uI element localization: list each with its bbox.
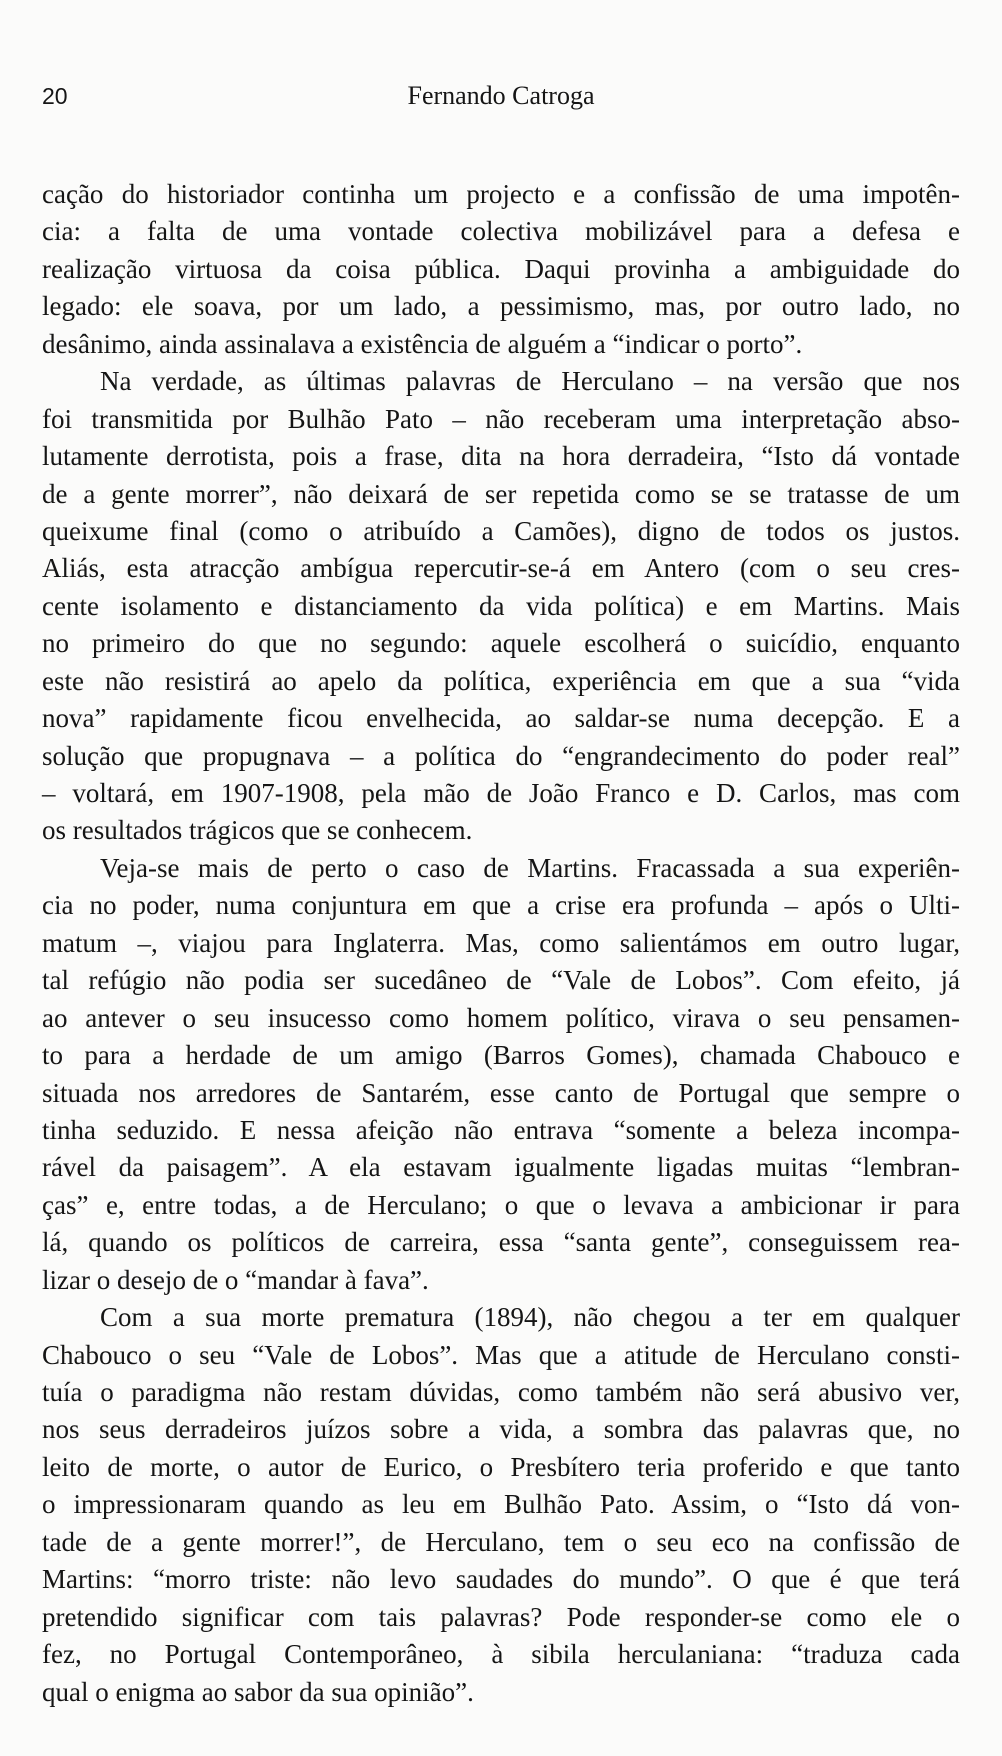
text-line: situada nos arredores de Santarém, esse canto de Portugal que sempre o (42, 1077, 960, 1108)
text-line: de a gente morrer”, não deixará de ser repetida como se se tratasse de um (42, 478, 960, 509)
text-line: ao antever o seu insucesso como homem político, virava o seu pensamen- (42, 1002, 960, 1033)
text-line: tal refúgio não podia ser sucedâneo de “Vale de Lobos”. Com efeito, já (42, 965, 960, 996)
text-line: realização virtuosa da coisa pública. Daqui provinha a ambiguidade do (42, 253, 960, 284)
text-line: nova” rapidamente ficou envelhecida, ao saldar-se numa decepção. E a (42, 703, 960, 734)
text-line: Veja-se mais de perto o caso de Martins. Fracassada a sua experiên- (100, 852, 960, 883)
text-line: este não resistirá ao apelo da política, experiência em que a sua “vida (42, 665, 960, 696)
text-line: Com a sua morte prematura (1894), não chegou a ter em qualquer (100, 1302, 960, 1333)
text-line: desânimo, ainda assinalava a existência de alguém a “indicar o porto”. (42, 328, 803, 359)
text-line: lizar o desejo de o “mandar à fava”. (42, 1264, 429, 1295)
text-line: os resultados trágicos que se conhecem. (42, 815, 473, 846)
text-line: Martins: “morro triste: não levo saudades do mundo”. O que é que terá (42, 1564, 960, 1595)
text-line: solução que propugnava – a política do “engrandecimento do poder real” (42, 740, 960, 771)
text-line: foi transmitida por Bulhão Pato – não receberam uma interpretação abso- (42, 403, 960, 434)
running-head (42, 80, 960, 112)
text-line: legado: ele soava, por um lado, a pessimismo, mas, por outro lado, no (42, 291, 960, 322)
text-line: tade de a gente morrer!”, de Herculano, tem o seu eco na confissão de (42, 1526, 960, 1557)
body-text (42, 176, 960, 1711)
text-line: tuía o paradigma não restam dúvidas, como também não será abusivo ver, (42, 1377, 960, 1407)
text-line: Aliás, esta atracção ambígua repercutir-se-á em Antero (com o seu cres- (42, 553, 960, 584)
running-head-author: Fernando Catroga (407, 81, 595, 110)
text-line: Na verdade, as últimas palavras de Herculano – na versão que nos (100, 366, 960, 397)
text-line: o impressionaram quando as leu em Bulhão Pato. Assim, o “Isto dá von- (42, 1489, 960, 1520)
text-line: to para a herdade de um amigo (Barros Gomes), chamada Chabouco e (42, 1040, 960, 1071)
text-line: lutamente derrotista, pois a frase, dita na hora derradeira, “Isto dá vontade (42, 441, 960, 472)
text-line: no primeiro do que no segundo: aquele escolherá o suicídio, enquanto (42, 628, 960, 659)
text-line: Chabouco o seu “Vale de Lobos”. Mas que a atitude de Herculano consti- (42, 1339, 960, 1370)
text-line: cação do historiador continha um projecto e a confissão de uma impotên- (42, 179, 960, 209)
text-line: qual o enigma ao sabor da sua opinião”. (42, 1676, 474, 1707)
text-line: matum –, viajou para Inglaterra. Mas, como salientámos em outro lugar, (42, 927, 960, 958)
text-line: queixume final (como o atribuído a Camões), digno de todos os justos. (42, 515, 960, 546)
text-line: leito de morte, o autor de Eurico, o Presbítero teria proferido e que tanto (42, 1451, 960, 1482)
text-line: pretendido significar com tais palavras? Pode responder-se como ele o (42, 1601, 960, 1632)
text-line: cente isolamento e distanciamento da vida política) e em Martins. Mais (42, 590, 960, 621)
text-line: fez, no Portugal Contemporâneo, à sibila herculaniana: “traduza cada (42, 1639, 960, 1670)
page-number: 20 (42, 83, 68, 109)
text-line: rável da paisagem”. A ela estavam igualmente ligadas muitas “lembran- (42, 1152, 960, 1183)
text-line: cia: a falta de uma vontade colectiva mobilizável para a defesa e (42, 216, 960, 247)
text-line: – voltará, em 1907-1908, pela mão de João Franco e D. Carlos, mas com (42, 778, 960, 808)
text-line: tinha seduzido. E nessa afeição não entrava “somente a beleza incompa- (42, 1114, 960, 1145)
text-line: ças” e, entre todas, a de Herculano; o que o levava a ambicionar ir para (42, 1189, 960, 1220)
text-line: lá, quando os políticos de carreira, essa “santa gente”, conseguissem rea- (42, 1227, 960, 1258)
text-line: cia no poder, numa conjuntura em que a crise era profunda – após o Ulti- (42, 890, 960, 921)
text-line: nos seus derradeiros juízos sobre a vida, a sombra das palavras que, no (42, 1414, 960, 1445)
